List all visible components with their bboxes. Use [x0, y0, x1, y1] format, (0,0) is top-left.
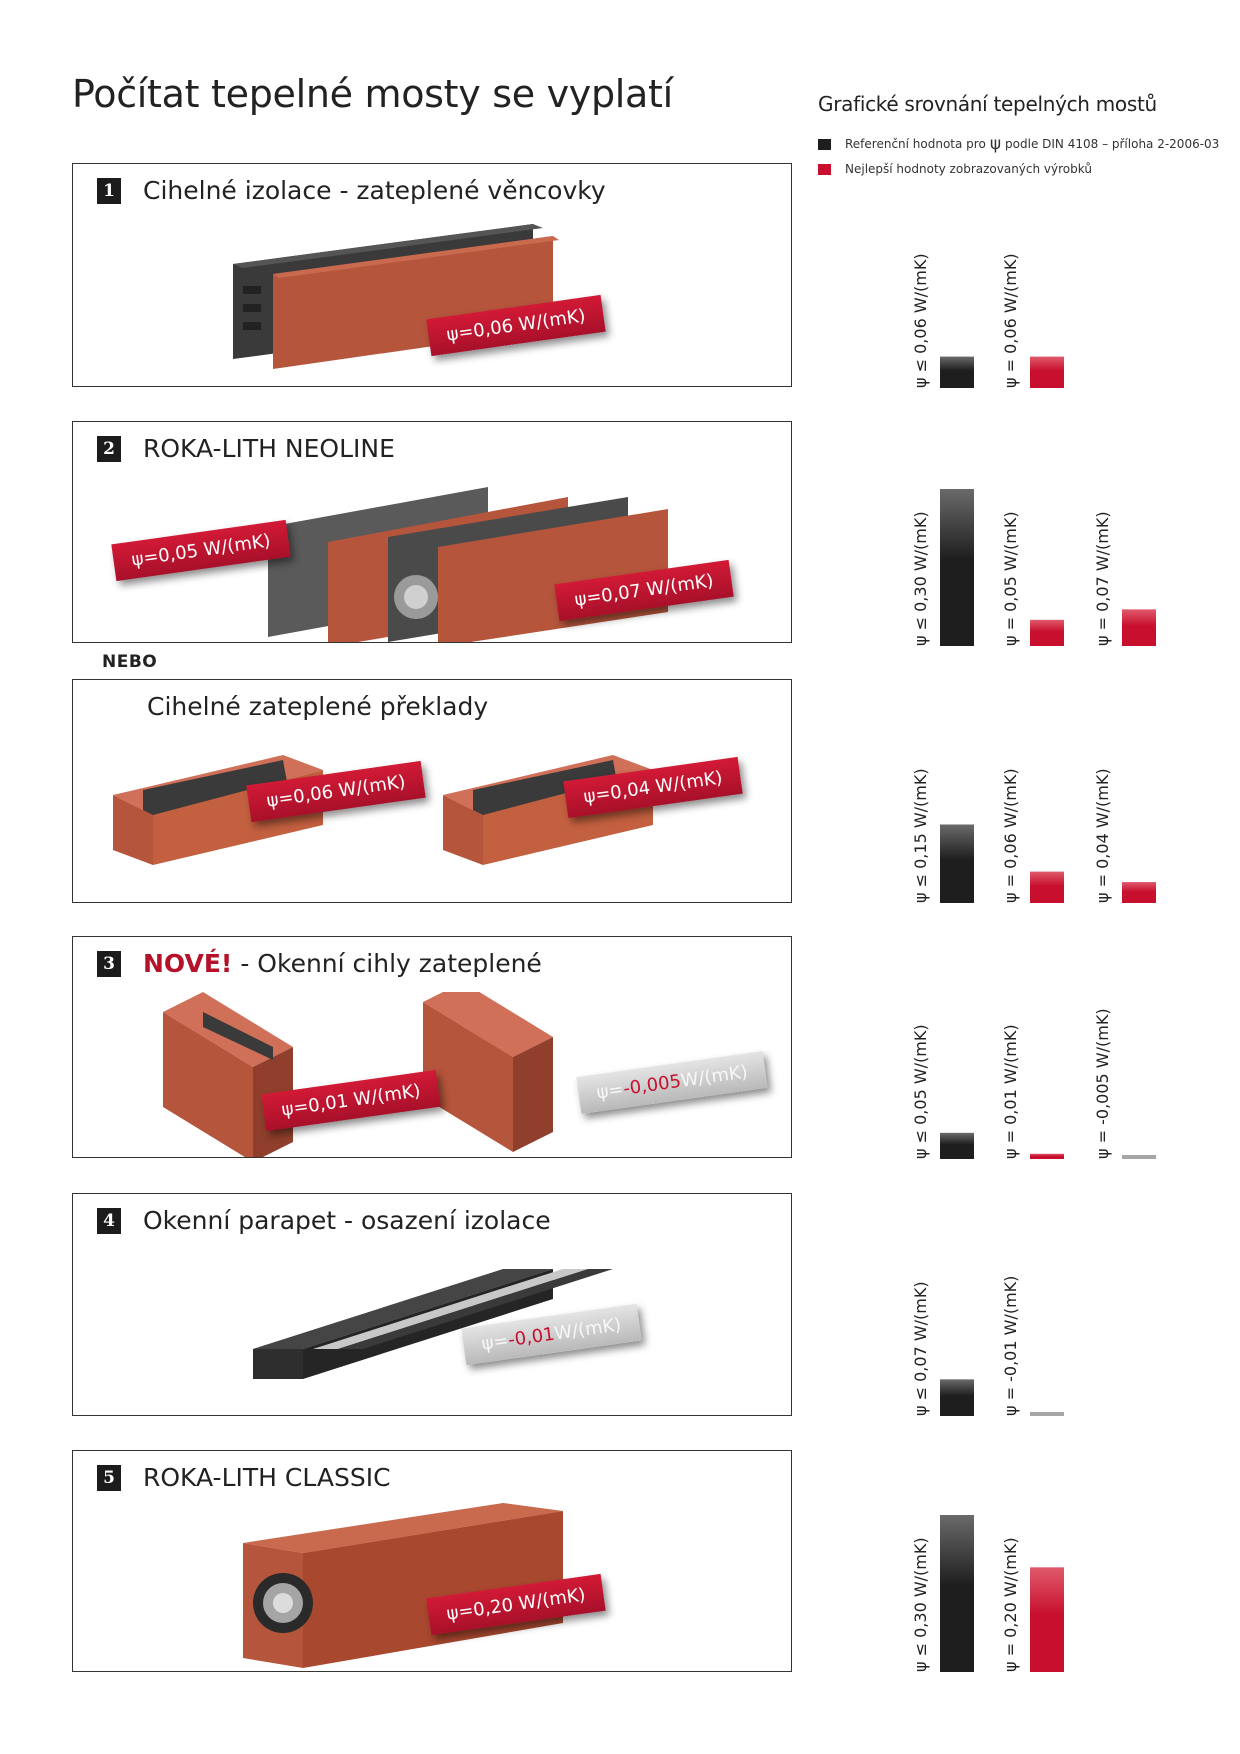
section-1-title: Cihelné izolace - zateplené věncovky — [143, 176, 606, 205]
section-4-number: 4 — [97, 1208, 121, 1234]
bar-3-3 — [1122, 1155, 1156, 1159]
bar-label-5-2: ψ = 0,20 W/(mK) — [1001, 1537, 1020, 1672]
section-3-psi-label-b-prefix: ψ= — [595, 1078, 625, 1104]
section-4-psi-label-prefix: ψ= — [480, 1330, 510, 1355]
bar-1-2 — [1030, 357, 1064, 388]
legend-reference-suffix: podle DIN 4108 – příloha 2-2006-03 — [1005, 137, 1220, 151]
bar-2b-3 — [1122, 882, 1156, 903]
bar-label-3-1: ψ ≤ 0,05 W/(mK) — [911, 1024, 930, 1159]
section-4-title: Okenní parapet - osazení izolace — [143, 1206, 551, 1235]
section-2-title: ROKA-LITH NEOLINE — [143, 434, 395, 463]
section-1-number: 1 — [97, 178, 121, 204]
bar-label-5-1: ψ ≤ 0,30 W/(mK) — [911, 1537, 930, 1672]
section-2b-title: Cihelné zateplené překlady — [147, 692, 489, 721]
section-5-psi-label: ψ=0,20 W/(mK) — [426, 1574, 605, 1635]
section-4-psi-label-unit: W/(mK) — [553, 1314, 623, 1345]
bar-3-2 — [1030, 1154, 1064, 1159]
bar-2-2 — [1030, 620, 1064, 646]
legend-title: Grafické srovnání tepelných mostů — [818, 92, 1157, 116]
bar-label-2b-2: ψ = 0,06 W/(mK) — [1001, 768, 1020, 903]
bar-label-1-1: ψ ≤ 0,06 W/(mK) — [911, 253, 930, 388]
bar-label-2-1: ψ ≤ 0,30 W/(mK) — [911, 511, 930, 646]
bar-5-1 — [940, 1515, 974, 1672]
bar-label-2b-3: ψ = 0,04 W/(mK) — [1093, 768, 1112, 903]
bar-label-4-1: ψ ≤ 0,07 W/(mK) — [911, 1281, 930, 1416]
section-4-psi-label-value: -0,01 — [506, 1323, 556, 1351]
section-3-number: 3 — [97, 951, 121, 977]
legend-reference-prefix: Referenční hodnota pro — [845, 137, 986, 151]
bar-4-1 — [940, 1379, 974, 1416]
bar-2b-1 — [940, 825, 974, 904]
section-5-number: 5 — [97, 1465, 121, 1491]
section-1-psi-label: ψ=0,06 W/(mK) — [426, 295, 605, 356]
section-2b-psi-label-b: ψ=0,04 W/(mK) — [563, 757, 742, 818]
bar-5-2 — [1030, 1567, 1064, 1672]
section-2-psi-label-a: ψ=0,05 W/(mK) — [111, 520, 290, 581]
section-3-new-badge: NOVÉ! — [143, 949, 233, 978]
bar-label-3-2: ψ = 0,01 W/(mK) — [1001, 1024, 1020, 1159]
bar-label-1-2: ψ = 0,06 W/(mK) — [1001, 253, 1020, 388]
section-2b-psi-label-a: ψ=0,06 W/(mK) — [246, 761, 425, 822]
page-title: Počítat tepelné mosty se vyplatí — [72, 72, 673, 116]
bar-label-4-2: ψ = -0,01 W/(mK) — [1001, 1275, 1020, 1416]
bar-label-2-3: ψ = 0,07 W/(mK) — [1093, 511, 1112, 646]
bar-label-2b-1: ψ ≤ 0,15 W/(mK) — [911, 768, 930, 903]
bar-label-3-3: ψ = -0,005 W/(mK) — [1093, 1008, 1112, 1159]
section-3-psi-label-b-value: -0,005 — [621, 1070, 683, 1100]
bar-2-1 — [940, 489, 974, 646]
bar-2b-2 — [1030, 872, 1064, 903]
legend-psi-symbol: ψ — [989, 134, 1002, 154]
bar-2-3 — [1122, 609, 1156, 646]
section-3-title: - Okenní cihly zateplené — [240, 949, 542, 978]
section-3-psi-label-b-unit: W/(mK) — [679, 1061, 749, 1092]
section-3-psi-label-a: ψ=0,01 W/(mK) — [261, 1070, 440, 1131]
bar-3-1 — [940, 1133, 974, 1159]
bar-label-2-2: ψ = 0,05 W/(mK) — [1001, 511, 1020, 646]
section-2-psi-label-b: ψ=0,07 W/(mK) — [554, 560, 733, 621]
nebo-separator: NEBO — [102, 652, 158, 672]
section-2-number: 2 — [97, 436, 121, 462]
bar-1-1 — [940, 357, 974, 388]
bar-4-2 — [1030, 1412, 1064, 1416]
legend-best-label: Nejlepší hodnoty zobrazovaných výrobků — [845, 162, 1092, 176]
section-5-title: ROKA-LITH CLASSIC — [143, 1463, 391, 1492]
